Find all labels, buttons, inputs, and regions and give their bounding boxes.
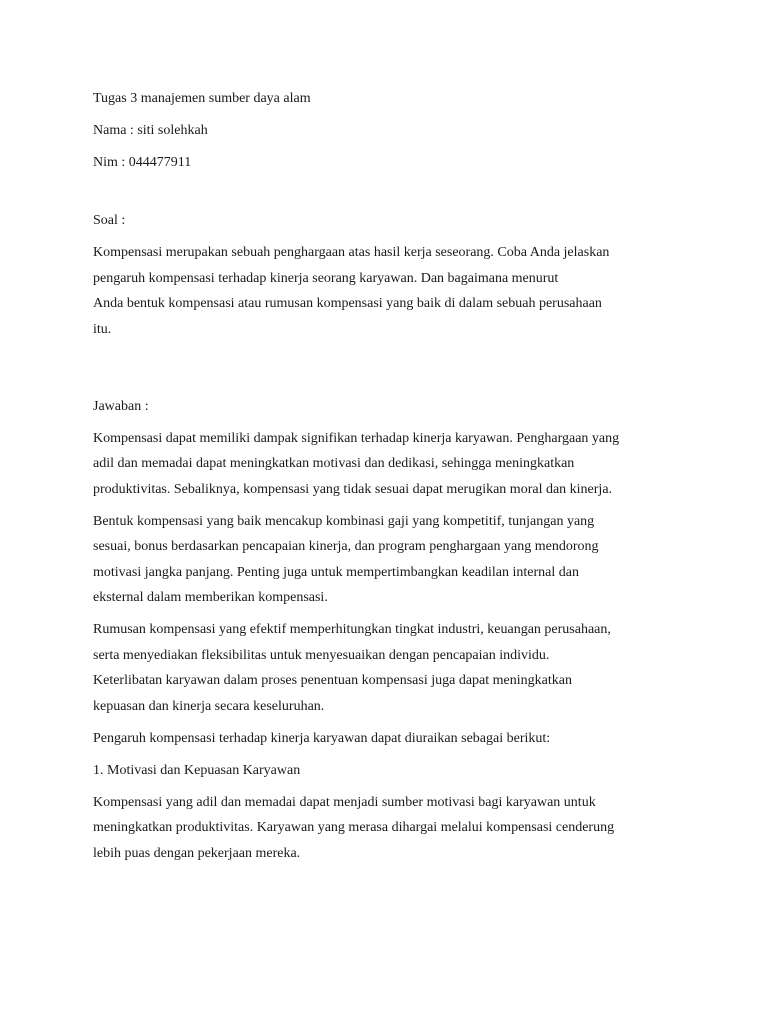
text-line: Rumusan kompensasi yang efektif memperhitungkan tingkat industri, keuangan perusahaan, — [93, 622, 611, 637]
text-line: adil dan memadai dapat meningkatkan motivasi dan dedikasi, sehingga meningkatkan — [93, 456, 575, 471]
text-line: itu. — [93, 321, 112, 337]
student-name: Nama : siti solehkah — [93, 123, 208, 138]
jawaban-intro: Pengaruh kompensasi terhadap kinerja karyawan dapat diuraikan sebagai berikut: — [93, 730, 551, 746]
text-line: Kompensasi dapat memiliki dampak signifikan terhadap kinerja karyawan. Penghargaan yang — [93, 430, 620, 446]
student-nim: Nim : 044477911 — [93, 155, 192, 170]
text-line: serta menyediakan fleksibilitas untuk menyesuaikan dengan pencapaian individu. — [93, 647, 550, 663]
text-line: Anda bentuk kompensasi atau rumusan kompensasi yang baik di dalam sebuah perusahaan — [93, 296, 602, 311]
jawaban-paragraph-3 — [93, 617, 693, 719]
text-line: meningkatkan produktivitas. Karyawan yang merasa dihargai melalui kompensasi cenderung — [93, 820, 615, 835]
document-body — [93, 86, 693, 873]
text-line: pengaruh kompensasi terhadap kinerja seorang karyawan. Dan bagaimana menurut — [93, 270, 559, 286]
soal-paragraph — [93, 240, 693, 342]
text-line: sesuai, bonus berdasarkan pencapaian kinerja, dan program penghargaan yang mendorong — [93, 539, 599, 554]
spacer — [93, 182, 693, 208]
document-title: Tugas 3 manajemen sumber daya alam — [93, 91, 311, 106]
text-line: eksternal dalam memberikan kompensasi. — [93, 590, 328, 605]
text-line: Kompensasi merupakan sebuah penghargaan atas hasil kerja seseorang. Coba Anda jelaskan — [93, 245, 610, 260]
jawaban-label: Jawaban : — [93, 398, 149, 414]
text-line: kepuasan dan kinerja secara keseluruhan. — [93, 698, 325, 714]
text-line: Kompensasi yang adil dan memadai dapat menjadi sumber motivasi bagi karyawan untuk — [93, 794, 596, 810]
text-line: lebih puas dengan pekerjaan mereka. — [93, 845, 301, 861]
text-line: Keterlibatan karyawan dalam proses penentuan kompensasi juga dapat meningkatkan — [93, 673, 572, 688]
text-line: Bentuk kompensasi yang baik mencakup kombinasi gaji yang kompetitif, tunjangan yang — [93, 513, 595, 529]
jawaban-paragraph-1 — [93, 426, 693, 503]
jawaban-paragraph-2 — [93, 509, 693, 611]
jawaban-paragraph-4 — [93, 790, 693, 867]
section-heading: 1. Motivasi dan Kepuasan Karyawan — [93, 762, 301, 778]
soal-label: Soal : — [93, 213, 126, 228]
text-line: produktivitas. Sebaliknya, kompensasi yang tidak sesuai dapat merugikan moral dan kinerja. — [93, 481, 613, 497]
text-line: motivasi jangka panjang. Penting juga untuk mempertimbangkan keadilan internal dan — [93, 564, 579, 580]
spacer — [93, 349, 693, 394]
